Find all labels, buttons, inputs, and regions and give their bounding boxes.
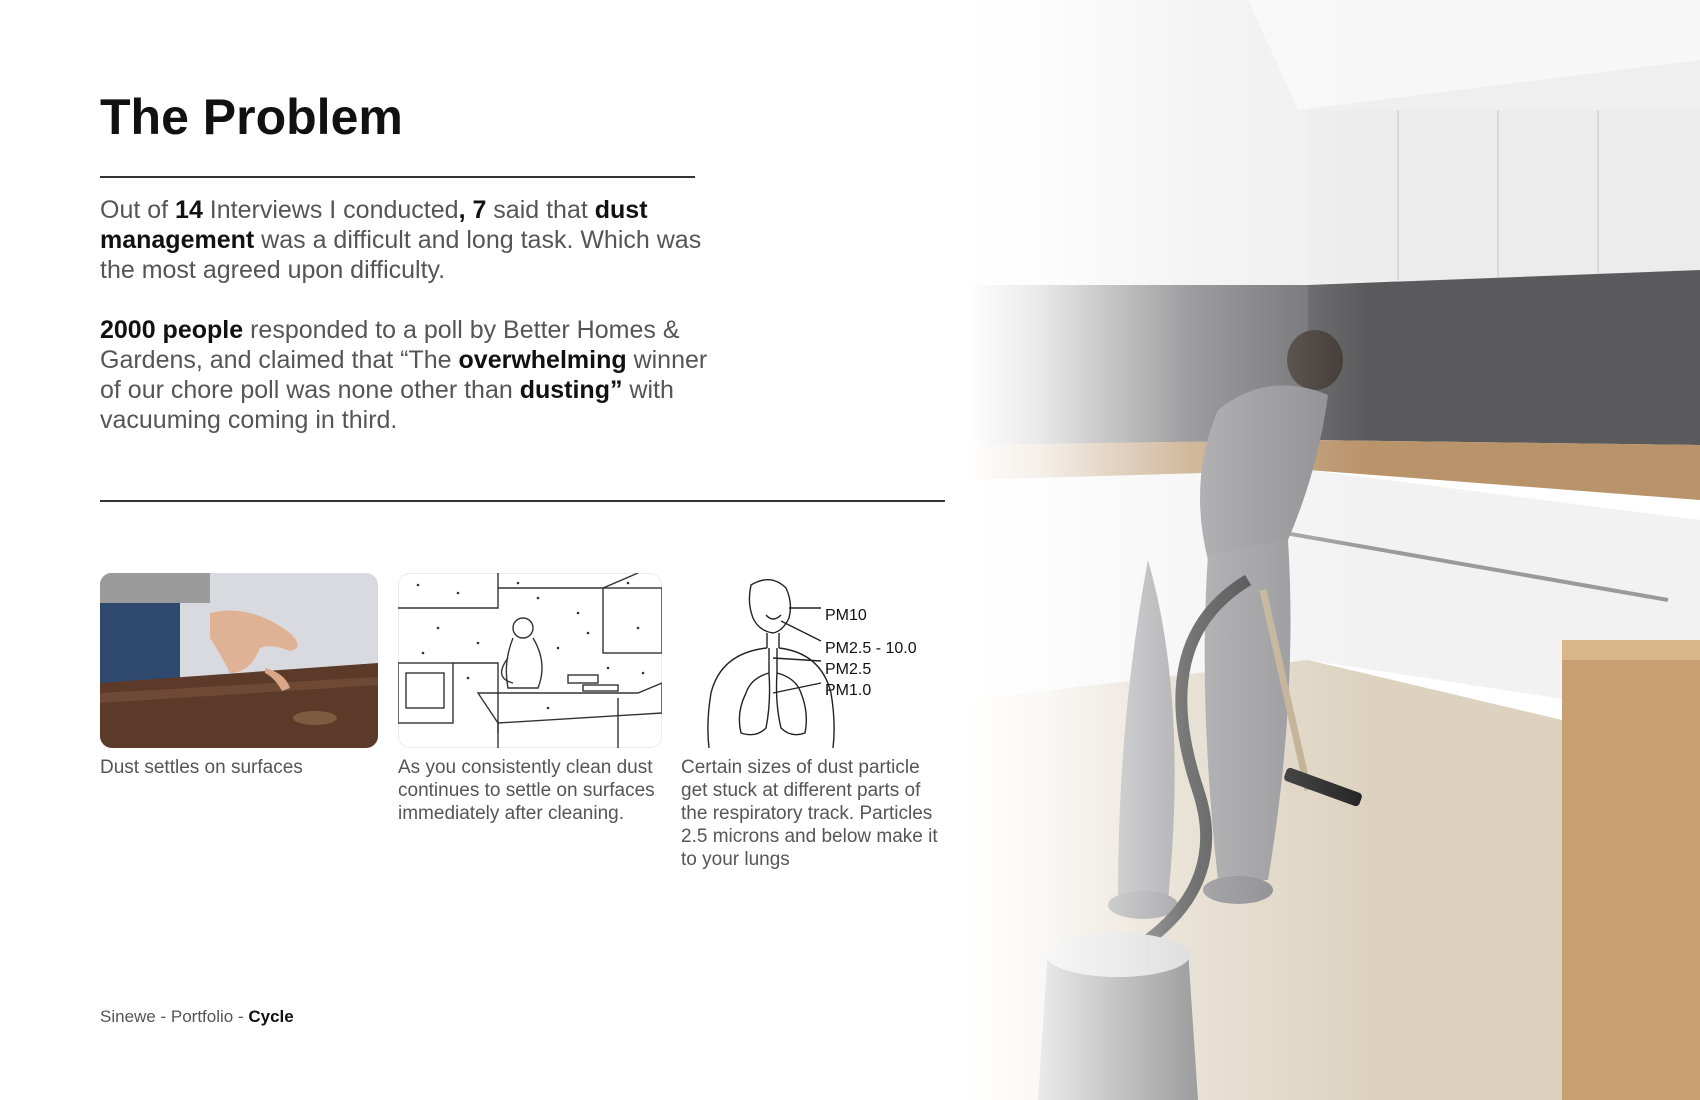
pm1-0-label: PM1.0 — [825, 682, 872, 699]
para2-text-2: winner of our chore poll was none other than — [100, 346, 708, 404]
figure-1-caption: Dust settles on surfaces — [100, 757, 303, 778]
interviews-paragraph — [100, 195, 720, 285]
para1-text-2: Interviews I conducted — [202, 196, 459, 224]
para1-bold-2: , 7 — [458, 196, 487, 224]
para2-text-1: responded to a poll by Better Homes & Gardens, and claimed that “The — [100, 316, 680, 374]
respiratory-diagram — [681, 573, 941, 748]
footer-section: Portfolio — [170, 1007, 234, 1026]
footer-separator: - — [155, 1007, 171, 1026]
figure-respiratory-particles — [681, 573, 941, 871]
footer — [100, 1007, 294, 1027]
kitchen-vacuum-photo — [968, 0, 1700, 1100]
para2-bold-3: dusting” — [519, 376, 623, 404]
dusty-table-photo — [100, 573, 378, 748]
para1-bold-1: 14 — [175, 196, 203, 224]
kitchen-line-drawing — [398, 573, 662, 748]
para2-bold-2: overwhelming — [458, 346, 627, 374]
pm10-label: PM10 — [825, 607, 867, 624]
poll-paragraph — [100, 315, 720, 435]
footer-author: Sinewe — [100, 1007, 156, 1026]
figure-3-caption: Certain sizes of dust particle get stuck at different parts of the respiratory track. Particles 2.5 microns and below make it to your lungs — [681, 757, 938, 870]
para1-text-1: Out of — [100, 196, 176, 224]
footer-project: Cycle — [248, 1007, 294, 1026]
pm2-5-label: PM2.5 — [825, 661, 872, 678]
para2-text-3: with vacuuming coming in third. — [100, 376, 674, 434]
para1-bold-3: dust management — [100, 196, 648, 254]
figure-2-caption: As you consistently clean dust continues to settle on surfaces immediately after cleaning. — [398, 757, 655, 824]
page-title: The Problem — [100, 89, 403, 145]
figure-dust-surface — [100, 573, 378, 779]
footer-separator: - — [233, 1007, 249, 1026]
section-divider — [100, 500, 945, 502]
para1-text-4: was a difficult and long task. Which was the most agreed upon difficulty. — [100, 226, 702, 284]
figure-dust-resettles — [398, 573, 662, 825]
title-divider — [100, 176, 695, 178]
pm2-5-10-label: PM2.5 - 10.0 — [825, 640, 917, 657]
para1-text-3: said that — [486, 196, 595, 224]
para2-bold-1: 2000 people — [100, 316, 244, 344]
